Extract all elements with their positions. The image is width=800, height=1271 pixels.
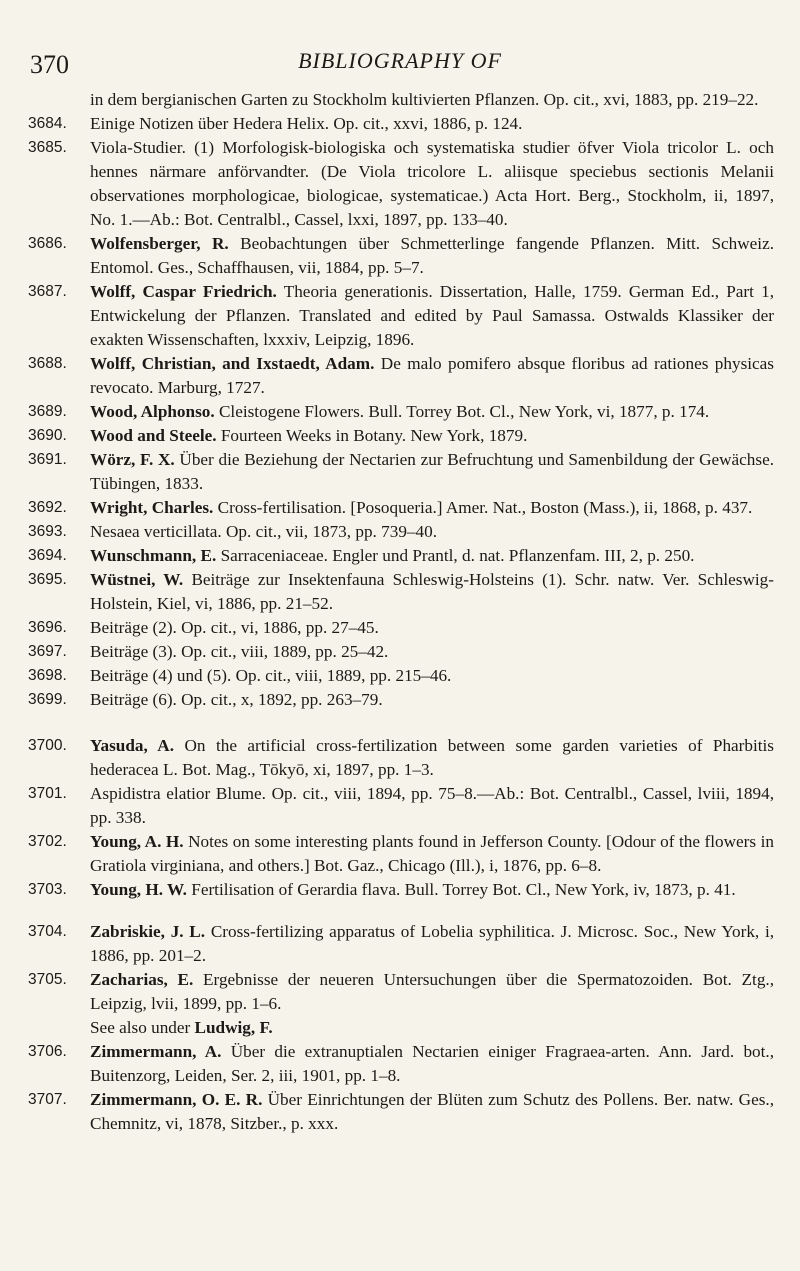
bib-entry: 3695. Wüstnei, W. Beiträge zur Insektenfauna Schleswig-Holsteins (1). Schr. natw. Ver. Schleswig-Holstein, Kiel, vi, 1886, pp. 21–52. bbox=[28, 570, 774, 613]
bib-entry: 3704. Zabriskie, J. L. Cross-fertilizing apparatus of Lobelia syphilitica. J. Microsc. Soc., New York, i, 1886, pp. 201–2. bbox=[28, 922, 775, 965]
bib-entry: 3702. Young, A. H. Notes on some interesting plants found in Jefferson County. [Odour of the flowers in Gratiola virginiana, and others.] Bot. Gaz., Chicago (Ill.), i, 1876, pp. 6–8. bbox=[28, 832, 774, 875]
page-number: 370 bbox=[30, 50, 69, 79]
bib-entry: 3701. Aspidistra elatior Blume. Op. cit., viii, 1894, pp. 75–8.—Ab.: Bot. Centralbl., Cassel, lviii, 1894, pp. 338. bbox=[28, 784, 774, 827]
bib-entry: 3707. Zimmermann, O. E. R. Über Einrichtungen der Blüten zum Schutz des Pollens. Ber. natw. Ges., Chemnitz, vi, 1878, Sitzber., p. xxx. bbox=[28, 1090, 775, 1133]
page-header bbox=[0, 48, 800, 88]
bib-entry: 3687. Wolff, Caspar Friedrich. Theoria generationis. Dissertation, Halle, 1759. German Ed., Part 1, Entwickelung der Pflanzen. Translated and edited by Paul Samassa. Ostwalds Klassiker der exakten Wissenschaften, lxxxiv, Leipzig, 1896. bbox=[28, 282, 774, 349]
bib-entry: 3697. Beiträge (3). Op. cit., viii, 1889, pp. 25–42. bbox=[28, 642, 389, 661]
bib-entry: 3699. Beiträge (6). Op. cit., x, 1892, pp. 263–79. bbox=[28, 690, 383, 709]
bib-entry: 3692. Wright, Charles. Cross-fertilisation. [Posoqueria.] Amer. Nat., Boston (Mass.), ii, 1868, p. 437. bbox=[28, 498, 753, 517]
bibliography-list bbox=[28, 88, 774, 1136]
running-title: BIBLIOGRAPHY OF bbox=[298, 48, 502, 73]
bib-entry: 3689. Wood, Alphonso. Cleistogene Flowers. Bull. Torrey Bot. Cl., New York, vi, 1877, p. 174. bbox=[28, 402, 710, 421]
bib-entry: 3705. Zacharias, E. Ergebnisse der neueren Untersuchungen über die Spermatozoiden. Bot. Ztg., Leipzig, lvii, 1899, pp. 1–6. See also under Ludwig, F. bbox=[28, 968, 774, 1040]
section-gap bbox=[28, 712, 774, 734]
bib-entry: 3700. Yasuda, A. On the artificial cross-fertilization between some garden varieties of Pharbitis hederacea L. Bot. Mag., Tōkyō, xi, 1897, pp. 1–3. bbox=[28, 736, 774, 779]
bib-entry: 3690. Wood and Steele. Fourteen Weeks in Botany. New York, 1879. bbox=[28, 426, 528, 445]
continuation-text: in dem bergianischen Garten zu Stockholm kultivierten Pflanzen. Op. cit., xvi, 1883, pp. 219–22. bbox=[90, 90, 759, 109]
bib-entry: 3696. Beiträge (2). Op. cit., vi, 1886, pp. 27–45. bbox=[28, 618, 379, 637]
bib-entry: 3706. Zimmermann, A. Über die extranuptialen Nectarien einiger Fragraea-arten. Ann. Jard. bot., Buitenzorg, Leiden, Ser. 2, iii, 1901, pp. 1–8. bbox=[28, 1042, 775, 1085]
bib-entry: 3693. Nesaea verticillata. Op. cit., vii, 1873, pp. 739–40. bbox=[28, 522, 438, 541]
bib-entry: 3684. Einige Notizen über Hedera Helix. Op. cit., xxvi, 1886, p. 124. bbox=[28, 114, 523, 133]
bib-entry: 3685. Viola-Studier. (1) Morfologisk-biologiska och systematiska studier öfver Viola tricolor L. och hennes närmare anförvandter. (De Viola tricolore L. aliisque speciebus sectionis Melanii observationes morphologicae, biologicae, systematicae.) Acta Hort. Berg., Stockholm, ii, 1897, No. 1.—Ab.: Bot. Centralbl., Cassel, lxxi, 1897, pp. 133–40. bbox=[28, 138, 774, 229]
bib-entry: 3698. Beiträge (4) und (5). Op. cit., viii, 1889, pp. 215–46. bbox=[28, 666, 452, 685]
bib-entry: 3694. Wunschmann, E. Sarraceniaceae. Engler und Prantl, d. nat. Pflanzenfam. III, 2, p. 250. bbox=[28, 546, 695, 565]
section-gap bbox=[28, 902, 774, 920]
bib-entry: 3703. Young, H. W. Fertilisation of Gerardia flava. Bull. Torrey Bot. Cl., New York, iv, 1873, p. 41. bbox=[28, 880, 736, 899]
bib-entry: 3686. Wolfensberger, R. Beobachtungen über Schmetterlinge fangende Pflanzen. Mitt. Schweiz. Entomol. Ges., Schaffhausen, vii, 1884, pp. 5–7. bbox=[28, 234, 775, 277]
bib-entry: 3688. Wolff, Christian, and Ixstaedt, Adam. De malo pomifero absque floribus ad rationes physicas revocato. Marburg, 1727. bbox=[28, 354, 774, 397]
bib-entry: 3691. Wörz, F. X. Über die Beziehung der Nectarien zur Befruchtung und Samenbildung der Gewächse. Tübingen, 1833. bbox=[28, 450, 774, 493]
see-also-note: See also under Ludwig, F. bbox=[90, 1018, 273, 1037]
